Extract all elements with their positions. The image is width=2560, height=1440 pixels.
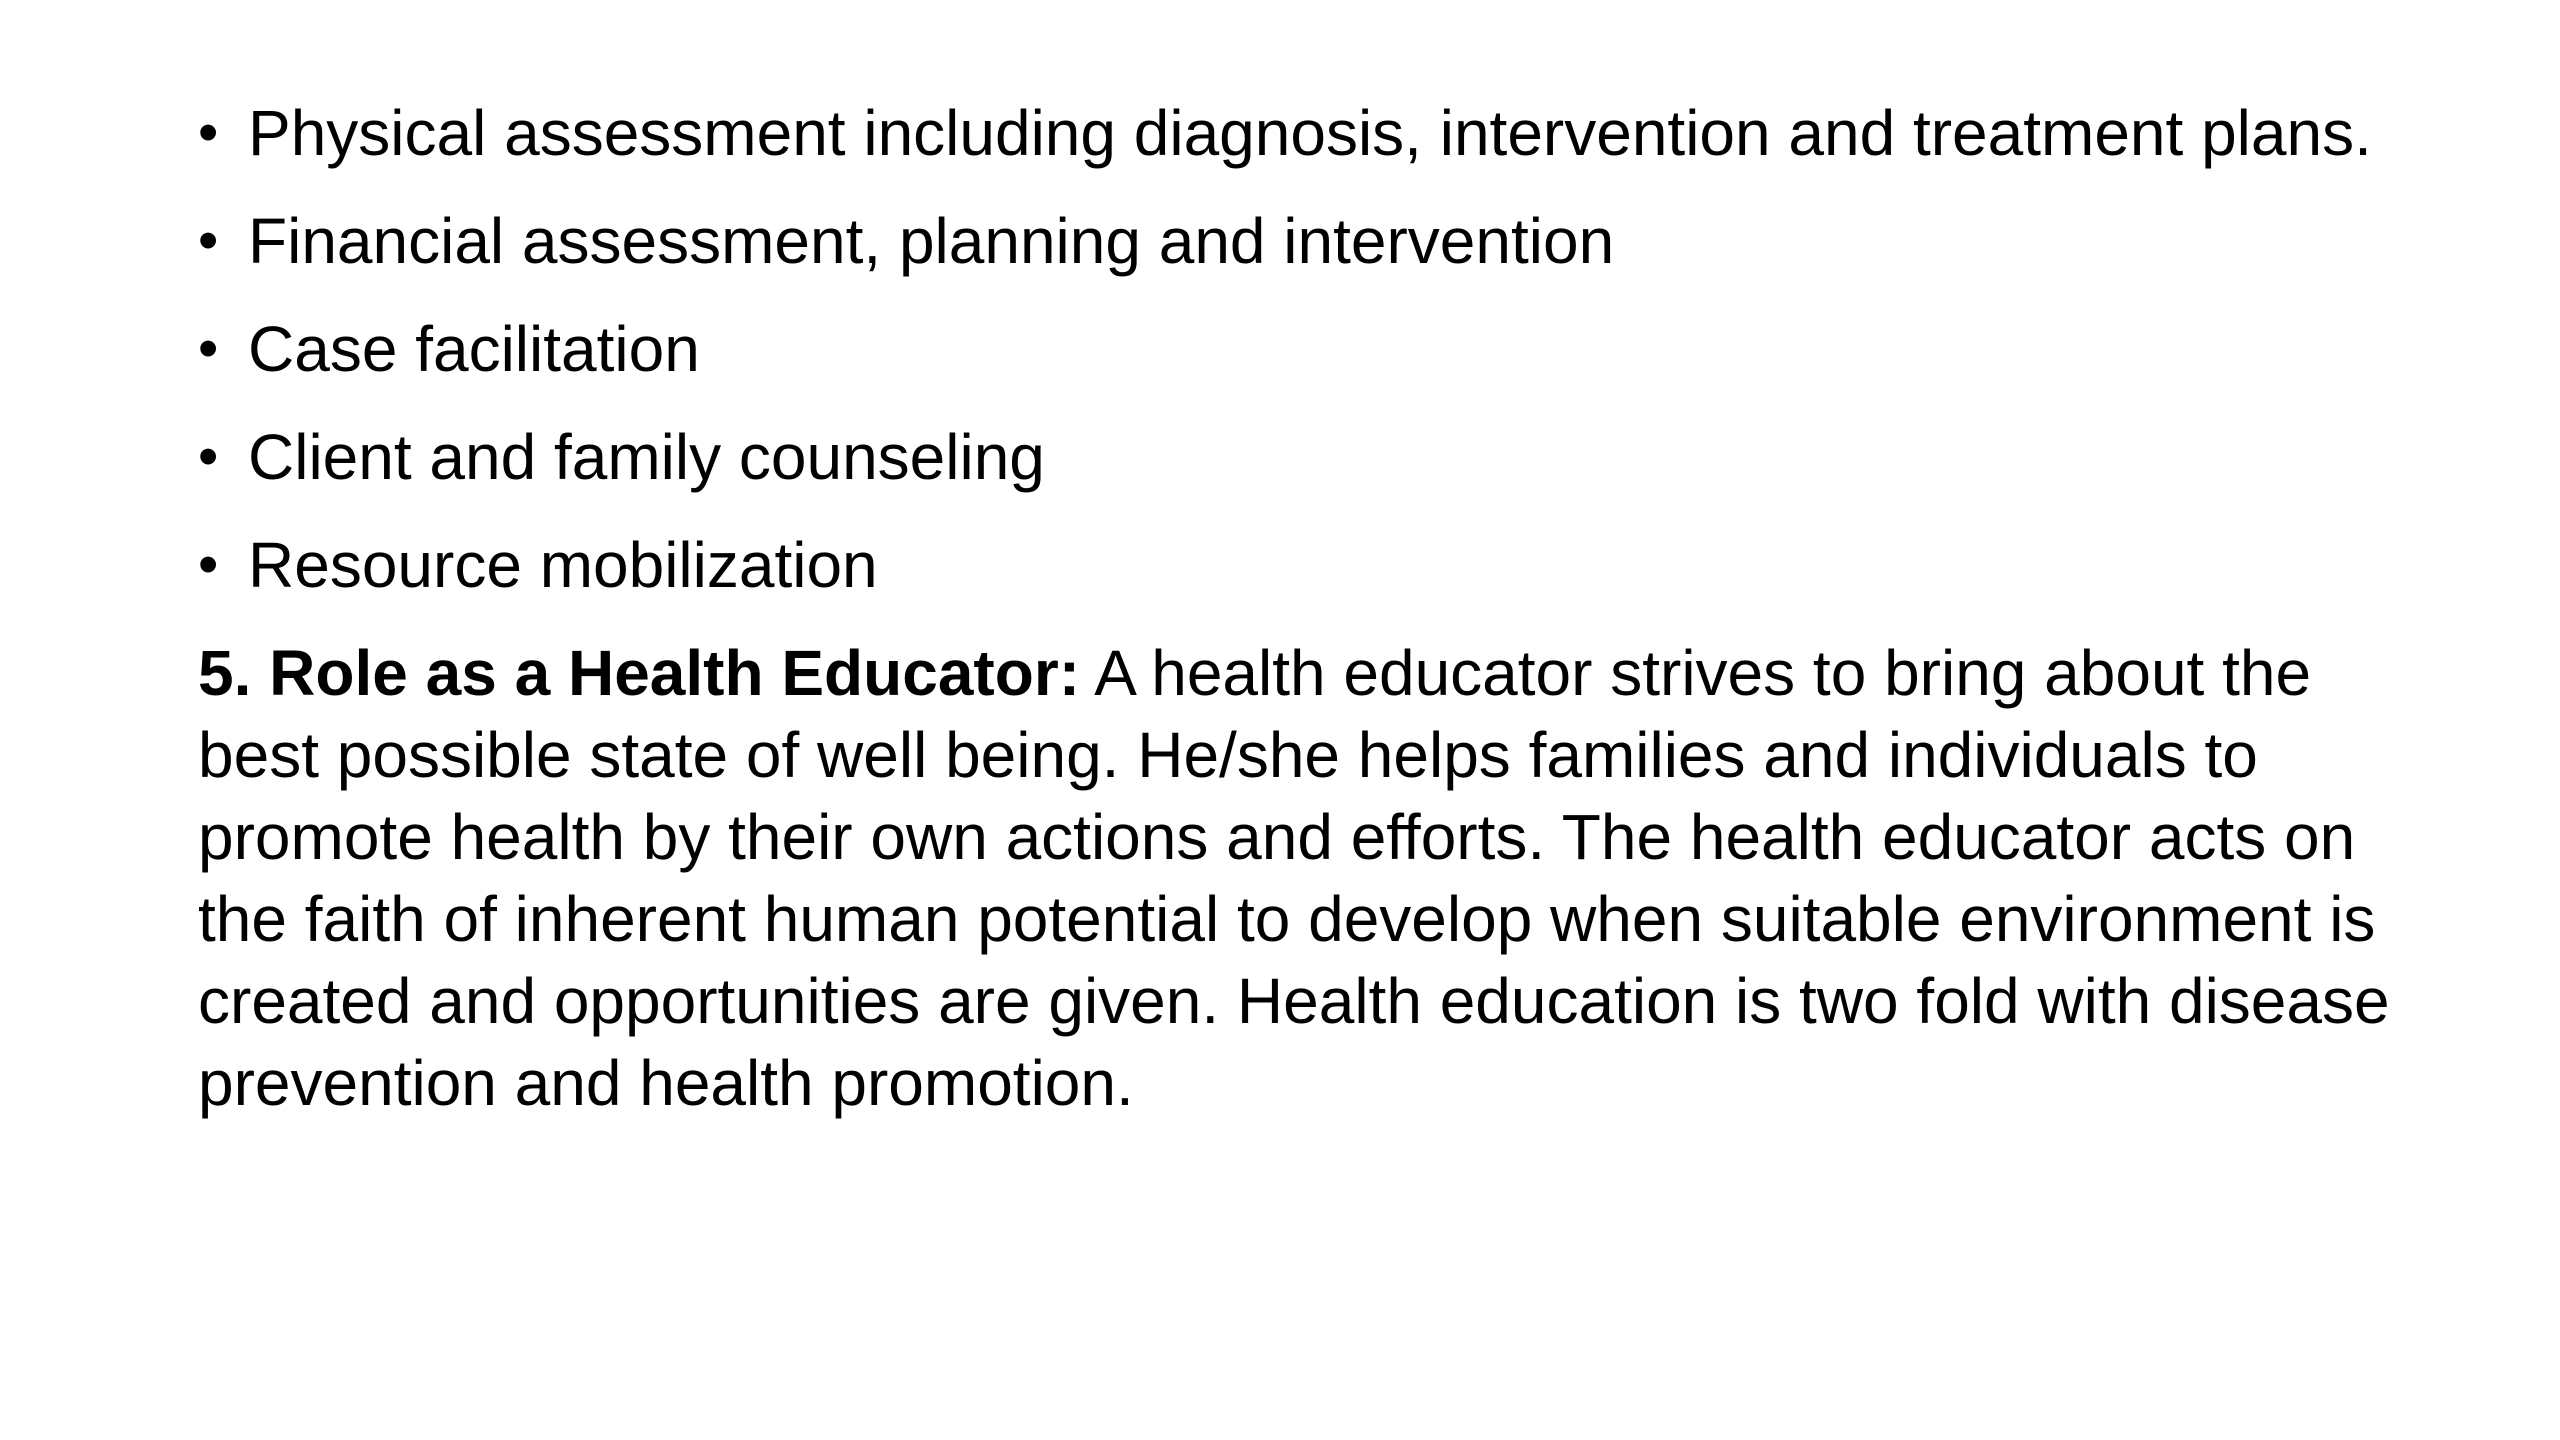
bullet-text: Financial assessment, planning and intervention [248, 205, 1615, 277]
bullet-text: Physical assessment including diagnosis, intervention and treatment plans. [248, 97, 2372, 169]
section-body: A health educator strives to bring about the best possible state of well being. He/she helps families and individuals to promote health by their own actions and efforts. The health educator acts on the faith of inherent human potential to develop when suitable environment is created and opportunities are given. Health education is two fold with disease prevention and health promotion. [198, 637, 2390, 1119]
bullet-icon: • [198, 208, 219, 273]
section-heading: 5. Role as a Health Educator: [198, 637, 1081, 709]
bullet-list [198, 92, 2398, 606]
health-educator-paragraph [198, 632, 2398, 1124]
bullet-icon: • [198, 532, 219, 597]
bullet-client-family-counseling [198, 416, 2398, 498]
bullet-resource-mobilization [198, 524, 2398, 606]
bullet-icon: • [198, 424, 219, 489]
bullet-case-facilitation [198, 308, 2398, 390]
bullet-financial-assessment [198, 200, 2398, 282]
bullet-icon: • [198, 316, 219, 381]
bullet-text: Case facilitation [248, 313, 700, 385]
bullet-text: Client and family counseling [248, 421, 1045, 493]
bullet-icon: • [198, 100, 219, 165]
bullet-physical-assessment [198, 92, 2398, 174]
bullet-text: Resource mobilization [248, 529, 878, 601]
slide-content [198, 92, 2398, 1124]
